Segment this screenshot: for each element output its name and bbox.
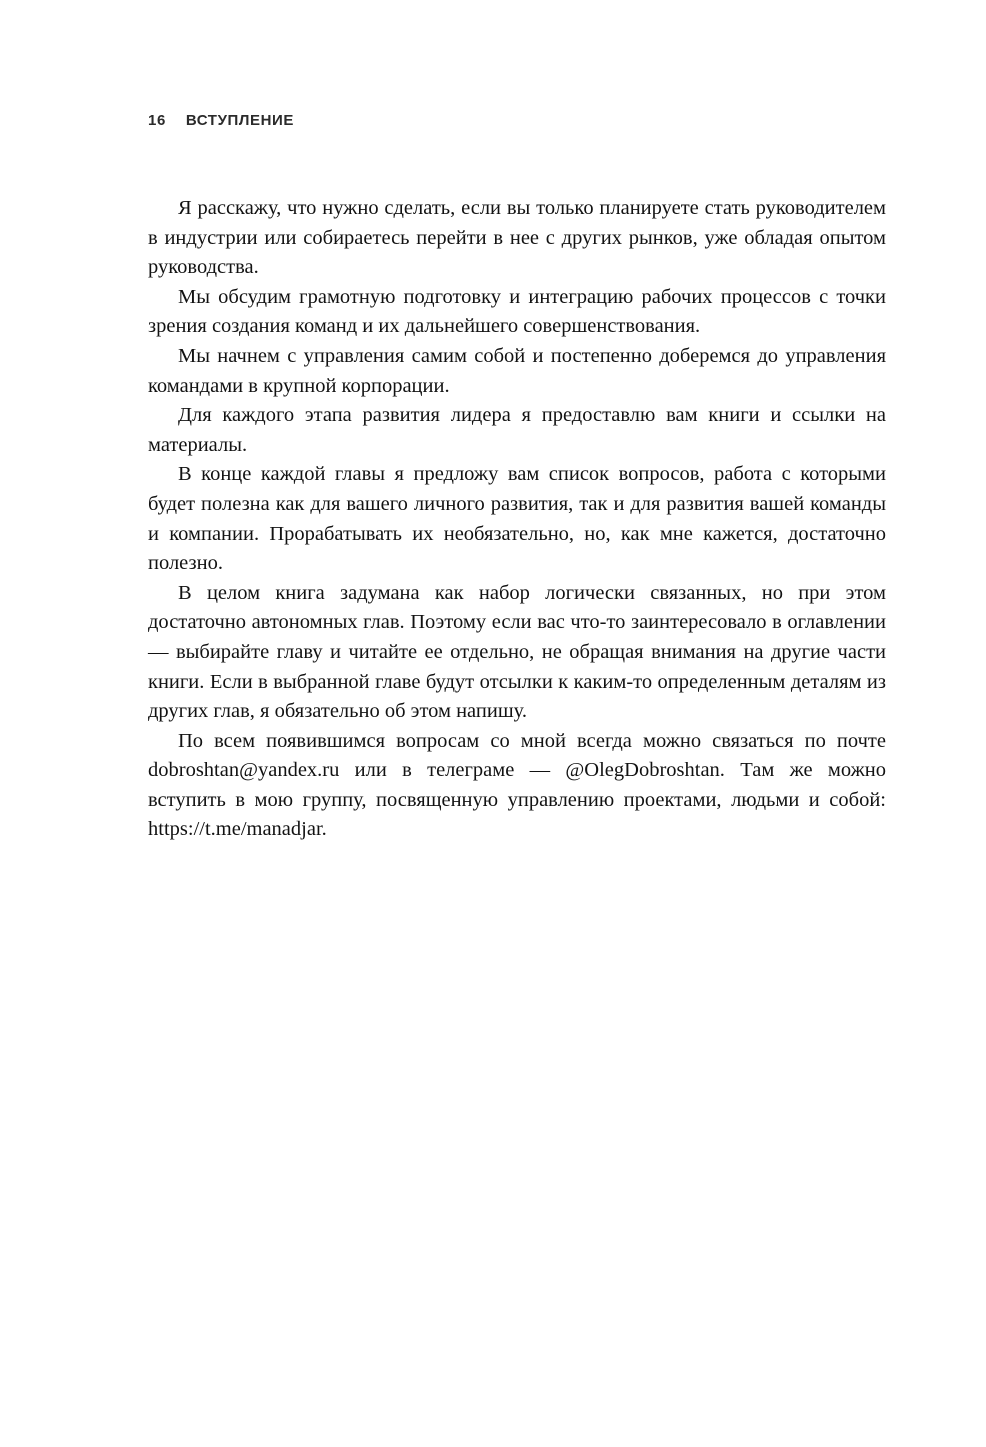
body-text [148, 194, 886, 845]
paragraph: Мы начнем с управления самим собой и постепенно доберемся до управления командами в крупной корпорации. [148, 344, 886, 397]
paragraph: Мы обсудим грамотную подготовку и интеграцию рабочих процессов с точки зрения создания команд и их дальнейшего совершенствования. [148, 285, 886, 338]
section-title: ВСТУПЛЕНИЕ [185, 112, 295, 129]
paragraph: В целом книга задумана как набор логически связанных, но при этом достаточно автономных глав. Поэтому если вас что-то заинтересовало в оглавлении — выбирайте главу и читайте ее отдельно, не обращая внимания на другие части книги. Если в выбранной главе будут отсылки к каким-то определенным деталям из других глав, я обязательно об этом напишу. [148, 581, 886, 723]
paragraph: Я расскажу, что нужно сделать, если вы только планируете стать руководителем в индустрии или собираетесь перейти в нее с других рынков, уже обладая опытом руководства. [148, 197, 886, 279]
page-number: 16 [148, 112, 166, 129]
paragraph: Для каждого этапа развития лидера я предоставлю вам книги и ссылки на материалы. [148, 404, 886, 456]
paragraph: В конце каждой главы я предложу вам список вопросов, работа с которыми будет полезна как для вашего личного развития, так и для развития вашей команды и компании. Прорабатывать их необязательно, но, как мне кажется, достаточно полезно. [148, 463, 886, 575]
paragraph: По всем появившимся вопросам со мной всегда можно связаться по почте dobroshtan@yandex.ru или в телеграме — @OlegDobroshtan. Там же можно вступить в мою группу, посвященную управлению проектами, людьми и собой: https://t.me/manadjar. [148, 729, 886, 841]
running-head [148, 112, 294, 129]
